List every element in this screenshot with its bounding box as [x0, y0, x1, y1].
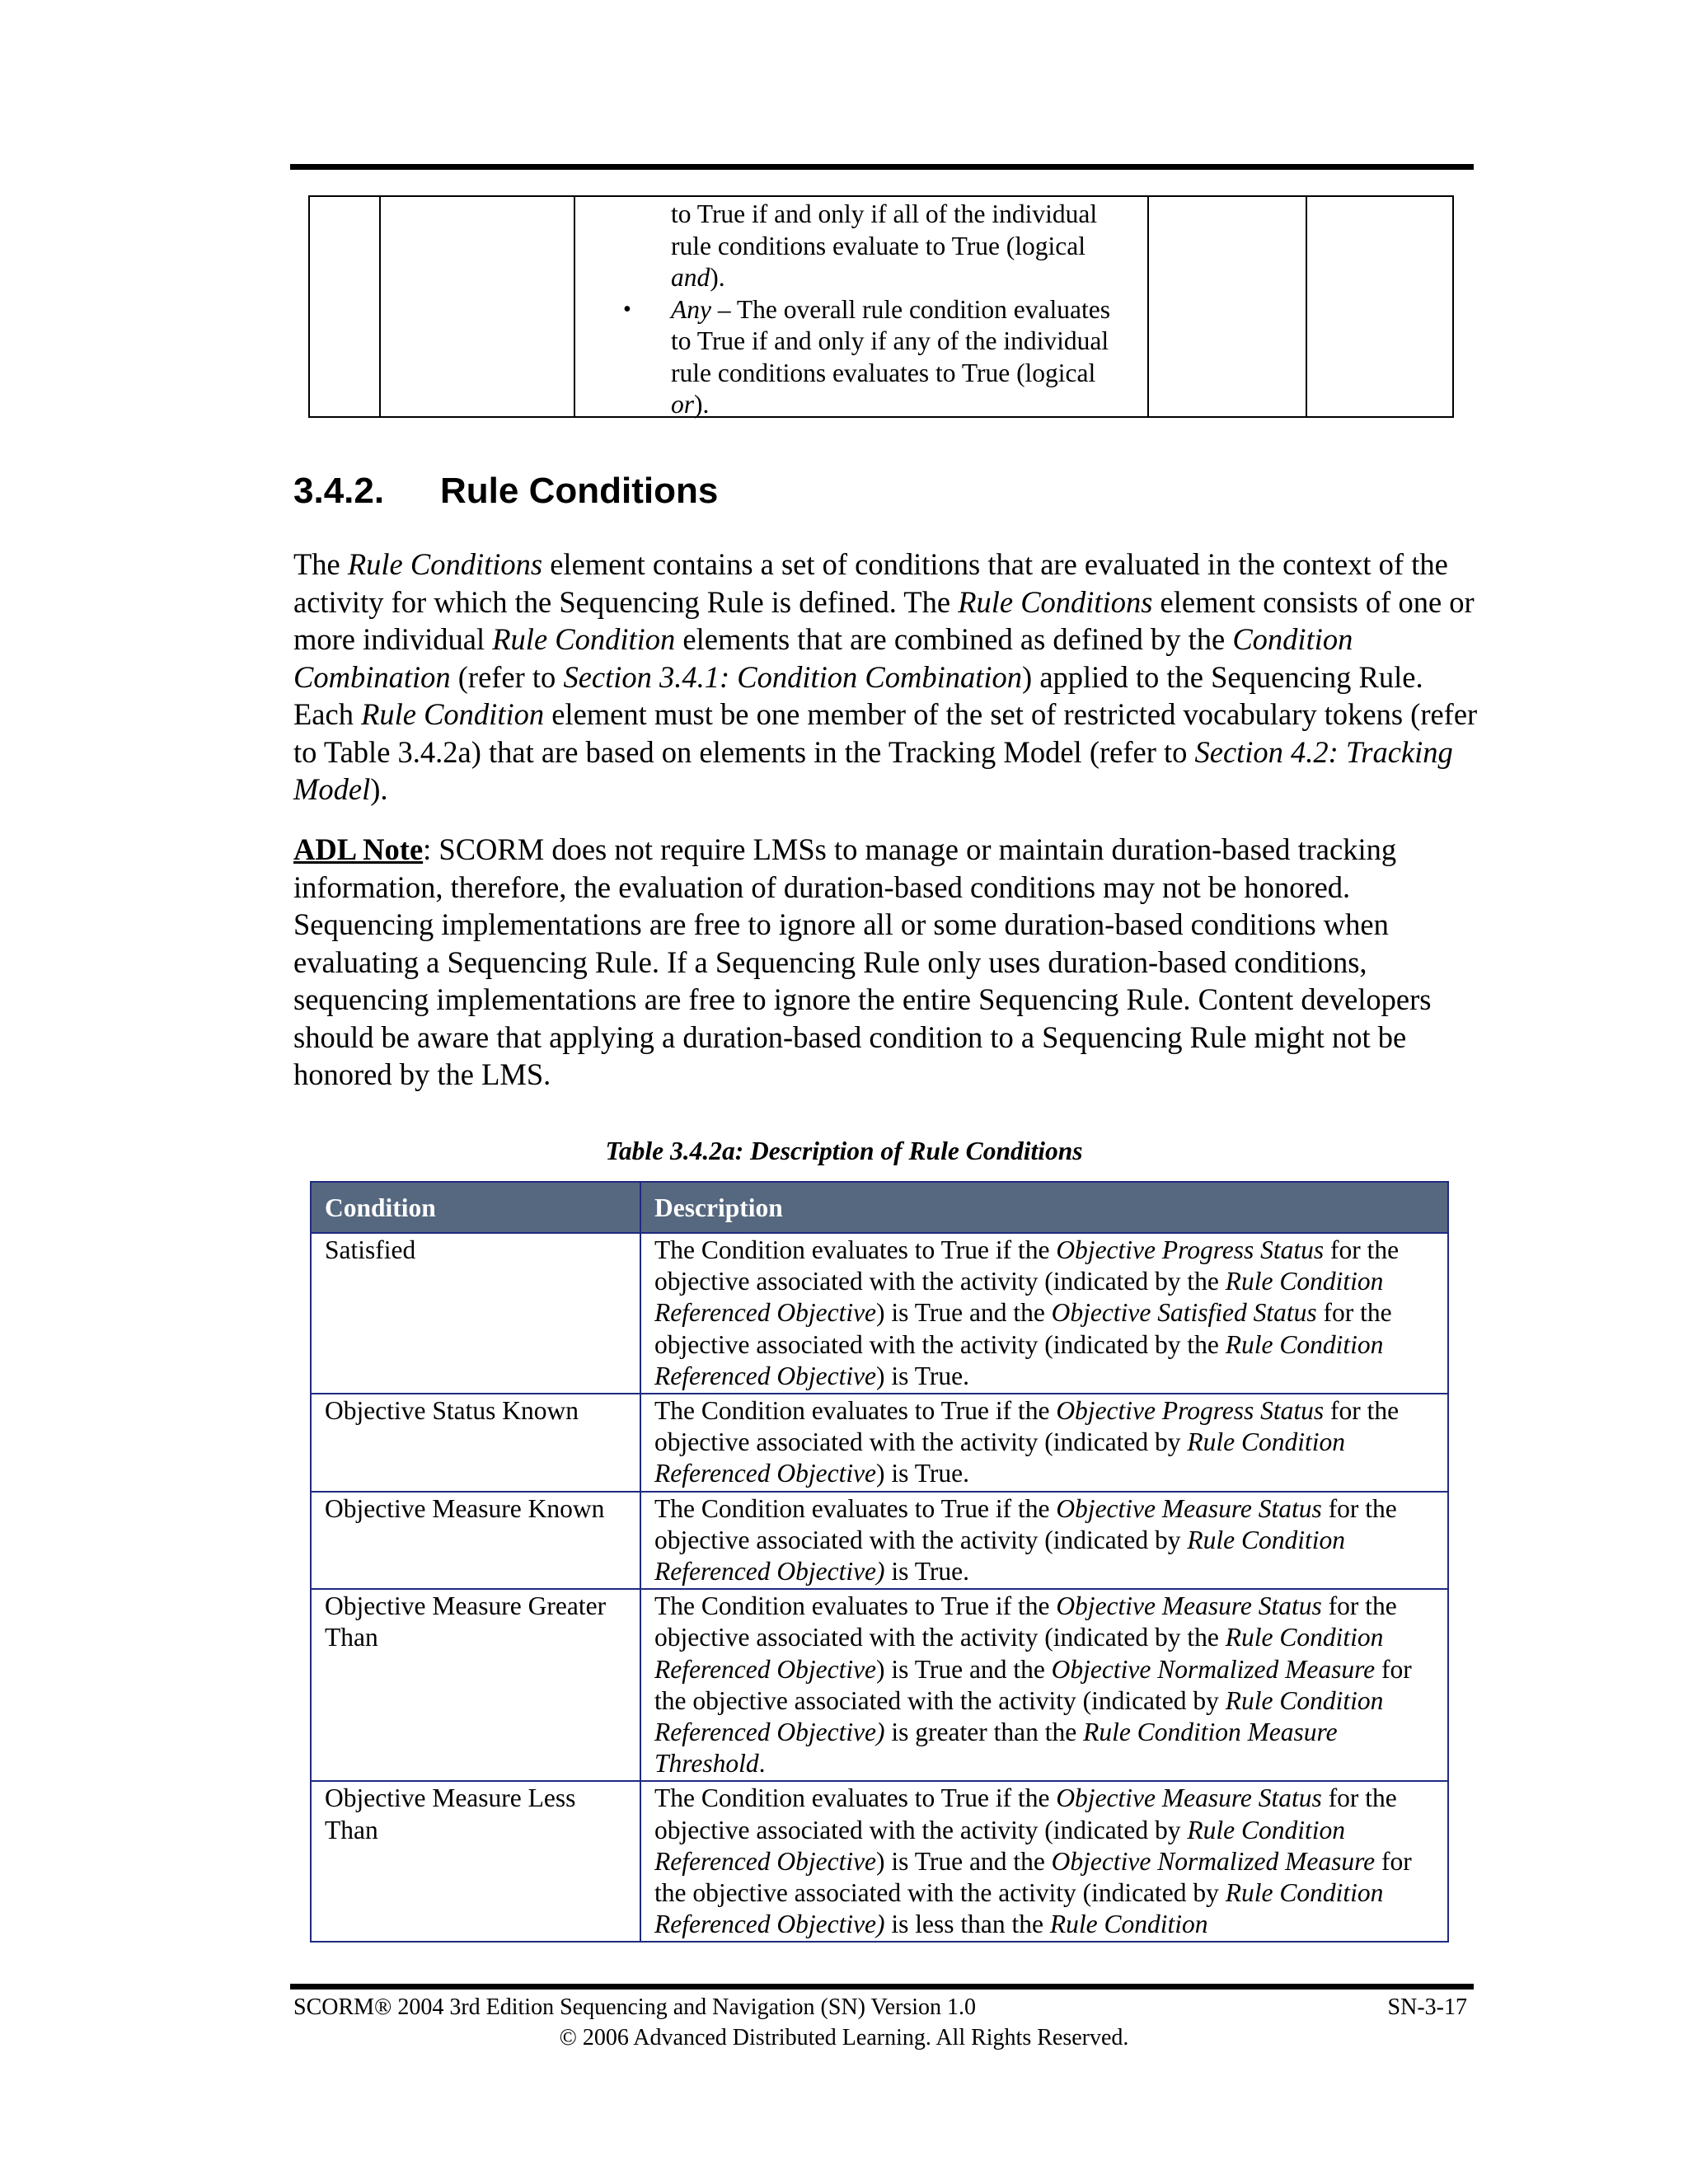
text: The Condition evaluates to True if the: [654, 1493, 1057, 1523]
text: element consists of one or more individual: [293, 584, 1475, 656]
text: The Condition evaluates to True if the: [654, 1591, 1057, 1621]
section-number: 3.4.2.: [293, 471, 385, 511]
text: element must be one member of the set of restricted vocabulary tokens (refer to Table 3.4.2a) that are based on elements in the Tracking Model (refer to: [293, 697, 1478, 769]
text: for the objective associated with the activity (indicated by: [654, 1783, 1397, 1844]
description-cell: [640, 1781, 1448, 1942]
table-body: [311, 1233, 1448, 1942]
text: for the objective associated with the activity (indicated by the: [654, 1591, 1397, 1652]
description-cell: [640, 1589, 1448, 1781]
footer-rule: [290, 1984, 1474, 1990]
table-row: [311, 1233, 1448, 1394]
text: for the objective associated with the activity (indicated by the: [654, 1235, 1400, 1296]
header-rule: [290, 164, 1474, 170]
emphasis: Rule Condition Referenced Objective: [654, 1427, 1346, 1488]
text: is True.: [884, 1557, 969, 1586]
section-reference: Section 3.4.1: Condition Combination: [563, 659, 1023, 694]
text: ) is True and the: [876, 1298, 1052, 1328]
bullet: •: [623, 297, 631, 322]
text-line: [671, 389, 1149, 421]
emphasis: Rule Condition Referenced Objective): [654, 1878, 1384, 1939]
text: for the objective associated with the activity (indicated by the: [654, 1298, 1392, 1359]
description-cell: [640, 1492, 1448, 1590]
text: The Condition evaluates to True if the: [654, 1396, 1057, 1426]
emphasis: Rule Condition Referenced Objective): [654, 1525, 1346, 1586]
emphasis: Objective Normalized Measure: [1051, 1846, 1376, 1876]
text: The Condition evaluates to True if the: [654, 1235, 1057, 1264]
text: ) is True and the: [876, 1846, 1052, 1876]
table-divider: [574, 197, 575, 416]
text-line: to True if and only if any of the individual: [671, 326, 1109, 355]
emphasis: Objective Progress Status: [1056, 1396, 1325, 1426]
emphasis: and: [671, 263, 710, 292]
text: The: [293, 547, 348, 581]
table-divider: [379, 197, 381, 416]
emphasis: Objective Satisfied Status: [1051, 1298, 1317, 1328]
adl-note-paragraph: [293, 831, 1480, 1094]
condition-cell: Objective Measure Known: [311, 1492, 640, 1590]
continuation-text: [671, 199, 1149, 421]
table-divider: [1306, 197, 1307, 416]
copyright: © 2006 Advanced Distributed Learning. All Rights Reserved.: [559, 2025, 1129, 2050]
description-cell: [640, 1394, 1448, 1492]
condition-cell: Satisfied: [311, 1233, 640, 1394]
description-cell: [640, 1233, 1448, 1394]
footer-title: SCORM® 2004 3rd Edition Sequencing and Navigation (SN) Version 1.0: [293, 1994, 977, 2020]
section-heading: [293, 468, 718, 514]
text: is less than the: [884, 1910, 1050, 1939]
emphasis: Rule Condition Referenced Objective: [654, 1329, 1384, 1390]
text-line: rule conditions evaluate to True (logical: [671, 231, 1086, 260]
continuation-table: [308, 195, 1454, 418]
emphasis: Rule Condition: [492, 622, 676, 656]
emphasis: Objective Progress Status: [1056, 1235, 1325, 1264]
section-title: Rule Conditions: [440, 471, 719, 511]
emphasis: Objective Measure Status: [1056, 1591, 1322, 1621]
section-reference: Section 4.2: Tracking Model: [293, 734, 1453, 806]
table-row: [311, 1781, 1448, 1942]
rule-conditions-table: [310, 1181, 1449, 1943]
text: element contains a set of conditions that are evaluated in the context of the activity for which the Sequencing Rule is defined. The: [293, 547, 1448, 619]
emphasis: Rule Condition Measure Threshold: [654, 1718, 1338, 1779]
emphasis: Any: [671, 294, 711, 324]
emphasis: Rule Conditions: [958, 584, 1153, 619]
emphasis: Rule Condition Referenced Objective): [654, 1685, 1384, 1747]
emphasis: Rule Condition Referenced Objective: [654, 1267, 1384, 1328]
emphasis: Rule Condition Referenced Objective: [654, 1623, 1384, 1684]
emphasis: Objective Normalized Measure: [1051, 1654, 1376, 1684]
text: ).: [694, 390, 710, 419]
table-header-row: [311, 1182, 1448, 1233]
text: The Condition evaluates to True if the: [654, 1783, 1057, 1813]
text-line: [671, 294, 1149, 326]
adl-note-text: : SCORM does not require LMSs to manage or maintain duration-based tracking information, therefore, the evaluation of duration-based conditions may not be honored. Sequencing implementations are free to ignore all or some duration-based conditions when evaluating a Sequencing Rule. If a Sequencing Rule only uses duration-based conditions, sequencing implementations are free to ignore the entire Sequencing Rule. Content developers should be aware that applying a duration-based condition to a Sequencing Rule might not be honored by the LMS.: [293, 832, 1432, 1091]
table-row: [311, 1589, 1448, 1781]
column-header-condition: Condition: [311, 1182, 640, 1233]
text: elements that are combined as defined by the: [675, 622, 1233, 656]
text-line: to True if and only if all of the individual: [671, 199, 1098, 228]
table-caption: Table 3.4.2a: Description of Rule Conditions: [605, 1137, 1083, 1165]
text: ) is True.: [876, 1459, 969, 1488]
text: ) is True and the: [876, 1654, 1052, 1684]
table-row: [311, 1394, 1448, 1492]
emphasis: Rule Conditions: [347, 547, 543, 581]
column-header-description: Description: [640, 1182, 1448, 1233]
emphasis: Objective Measure Status: [1056, 1493, 1322, 1523]
text-line: [671, 262, 1149, 294]
text: ).: [710, 263, 725, 292]
condition-cell: Objective Status Known: [311, 1394, 640, 1492]
table-row: [311, 1492, 1448, 1590]
text: – The overall rule condition evaluates: [710, 294, 1110, 324]
text: for the objective associated with the activity (indicated by: [654, 1493, 1397, 1554]
text: for the objective associated with the activity (indicated by: [654, 1654, 1412, 1715]
emphasis: Objective Measure Status: [1056, 1783, 1322, 1813]
emphasis: or: [671, 390, 695, 419]
text-line: rule conditions evaluates to True (logical: [671, 358, 1096, 387]
text: ).: [370, 772, 388, 806]
text: is greater than the: [884, 1718, 1084, 1747]
condition-cell: Objective Measure Less Than: [311, 1781, 640, 1942]
page-number: SN-3-17: [1387, 1994, 1467, 2020]
emphasis: Rule Condition Referenced Objective: [654, 1815, 1346, 1876]
emphasis: Rule Condition: [361, 697, 545, 731]
text: ) is True.: [876, 1361, 969, 1390]
text: for the objective associated with the activity (indicated by: [654, 1396, 1400, 1457]
adl-note-label: ADL Note: [293, 832, 424, 866]
intro-paragraph: [293, 546, 1480, 808]
emphasis: Rule Condition: [1049, 1910, 1208, 1939]
emphasis: Condition Combination: [293, 622, 1353, 694]
condition-cell: Objective Measure Greater Than: [311, 1589, 640, 1781]
text: (refer to: [450, 659, 564, 694]
text: for the objective associated with the activity (indicated by: [654, 1846, 1412, 1908]
text: .: [758, 1749, 766, 1779]
text: ) applied to the Sequencing Rule. Each: [293, 659, 1423, 731]
